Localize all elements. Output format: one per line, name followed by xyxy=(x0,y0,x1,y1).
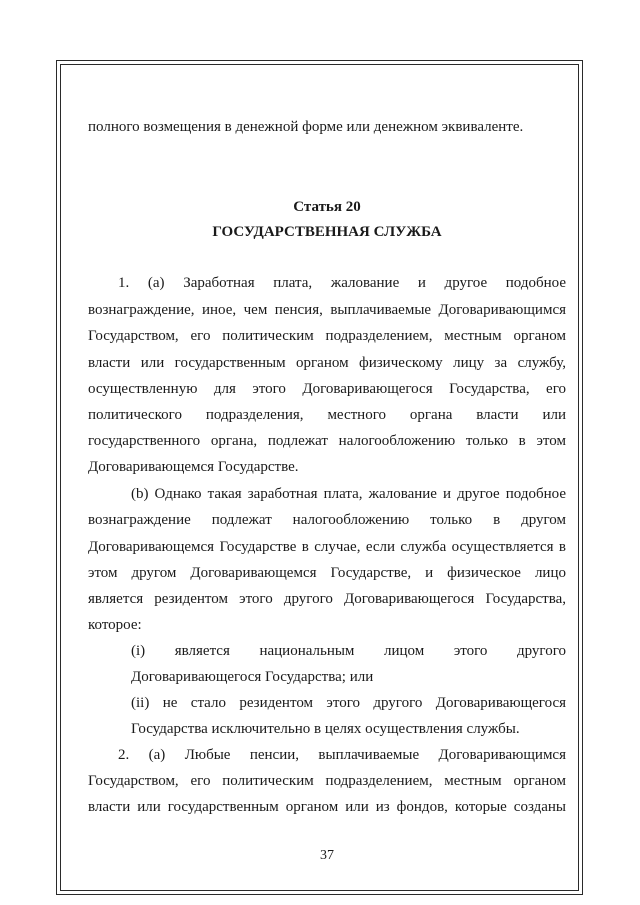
page-border-inner xyxy=(60,64,579,891)
paragraph-line: Договаривающемся Государстве в случае, если служба осуществляется в xyxy=(88,539,566,555)
subitem-line: Договаривающегося Государства; или xyxy=(131,669,374,685)
paragraph-line: является резидентом этого другого Договаривающегося Государства, xyxy=(88,591,566,607)
paragraph-line: государственного органа, подлежат налогообложению только в этом xyxy=(88,433,566,449)
paragraph-line: этом другом Договаривающемся Государстве, и физическое лицо xyxy=(88,565,566,581)
continuation-line: полного возмещения в денежной форме или денежном эквиваленте. xyxy=(88,119,524,135)
paragraph-line: власти или государственным органом или из фондов, которые созданы xyxy=(88,799,566,815)
paragraph-line: политического подразделения, местного органа власти или xyxy=(88,407,566,423)
paragraph-line: осуществленную для этого Договаривающегося Государства, его xyxy=(88,381,566,397)
paragraph-line: Государством, его политическим подразделением, местным органом xyxy=(88,773,566,789)
page-number: 37 xyxy=(320,848,334,863)
subitem-line: (i) является национальным лицом этого другого xyxy=(131,643,566,659)
paragraph-line: (b) Однако такая заработная плата, жалование и другое подобное xyxy=(131,486,566,502)
paragraph-line: 1. (a) Заработная плата, жалование и другое подобное xyxy=(118,275,566,291)
paragraph-line: которое: xyxy=(88,617,142,633)
paragraph-line: 2. (a) Любые пенсии, выплачиваемые Договаривающимся xyxy=(118,747,566,763)
paragraph-line: вознаграждение подлежат налогообложению только в другом xyxy=(88,512,566,528)
paragraph-line: власти или государственным органом физическому лицу за службу, xyxy=(88,355,566,371)
subitem-line: (ii) не стало резидентом этого другого Договаривающегося xyxy=(131,695,566,711)
paragraph-line: Государством, его политическим подразделением, местным органом xyxy=(88,328,566,344)
subitem-line: Государства исключительно в целях осуществления службы. xyxy=(131,721,520,737)
paragraph-line: вознаграждение, иное, чем пенсия, выплачиваемые Договаривающимся xyxy=(88,302,566,318)
article-number: Статья 20 xyxy=(293,199,361,215)
paragraph-line: Договаривающемся Государстве. xyxy=(88,459,299,475)
article-title: ГОСУДАРСТВЕННАЯ СЛУЖБА xyxy=(212,224,442,240)
